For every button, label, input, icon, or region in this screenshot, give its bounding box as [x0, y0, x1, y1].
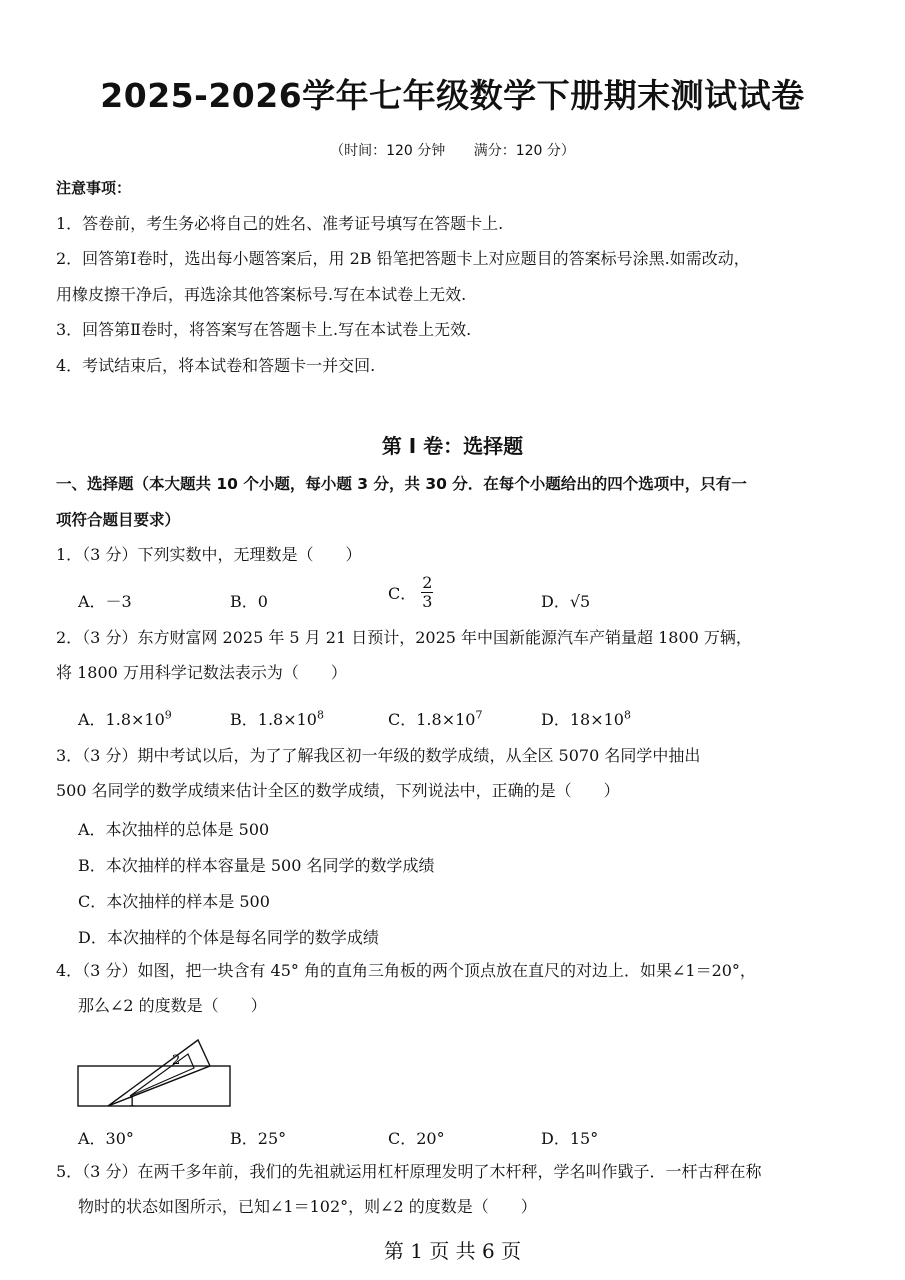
exam-meta — [0, 140, 905, 160]
q1-option-a: A．－3 — [78, 592, 132, 611]
note-item-2-cont: 用橡皮擦干净后，再选涂其他答案标号.写在本试卷上无效. — [56, 285, 467, 304]
part-heading: 一、选择题（本大题共 10 个小题，每小题 3 分，共 30 分．在每个小题给出的四个选项中，只有一 — [56, 475, 747, 493]
question-3-stem-cont: 500 名同学的数学成绩来估计全区的数学成绩，下列说法中，正确的是（ ） — [56, 781, 620, 800]
question-5-stem-cont: 物时的状态如图所示，已知∠1＝102°，则∠2 的度数是（ ） — [78, 1197, 537, 1216]
exponent: 7 — [475, 708, 483, 722]
exam-score: 满分：120 分） — [473, 143, 575, 159]
exam-time: （时间：120 分钟 — [330, 143, 446, 159]
question-3-stem: 3．（3 分）期中考试以后，为了了解我区初一年级的数学成绩，从全区 5070 名同学中抽出 — [56, 746, 701, 765]
q1-option-c-label: C． — [388, 584, 417, 603]
fraction-numerator: 2 — [422, 573, 433, 592]
q3-option-c: C．本次抽样的样本是 500 — [78, 892, 270, 911]
q2-option-c — [388, 707, 482, 730]
q1-option-c — [388, 574, 433, 611]
q2-option-a — [78, 707, 172, 730]
question-2-stem-cont: 将 1800 万用科学记数法表示为（ ） — [56, 663, 347, 682]
part-heading-cont: 项符合题目要求） — [56, 511, 181, 529]
q2-option-c-text: C．1.8×10 — [388, 710, 476, 729]
note-item-2: 2．回答第Ⅰ卷时，选出每小题答案后，用 2B 铅笔把答题卡上对应题目的答案标号涂黑.如需改动， — [56, 249, 750, 268]
question-4-stem: 4．（3 分）如图，把一块含有 45° 角的直角三角板的两个顶点放在直尺的对边上．如果∠1＝20°， — [56, 961, 756, 980]
q1-option-d: D．√5 — [541, 592, 591, 611]
note-item-4: 4．考试结束后，将本试卷和答题卡一并交回. — [56, 356, 376, 375]
angle-label-2: 2 — [172, 1053, 181, 1068]
angle-label-1: 1 — [128, 1095, 137, 1110]
q2-option-b — [230, 707, 324, 730]
triangle-outer — [108, 1040, 210, 1106]
q4-option-b: B．25° — [230, 1129, 287, 1148]
page-title: 2025-2026学年七年级数学下册期末测试试卷 — [100, 76, 805, 115]
question-2-stem: 2．（3 分）东方财富网 2025 年 5 月 21 日预计，2025 年中国新能源汽车产销量超 1800 万辆， — [56, 628, 752, 647]
q4-option-c: C．20° — [388, 1129, 445, 1148]
fraction — [421, 574, 433, 611]
section-title: 第 I 卷：选择题 — [381, 434, 524, 458]
triangle-inner — [130, 1054, 194, 1096]
exponent: 8 — [623, 708, 631, 722]
question-5-stem: 5．（3 分）在两千多年前，我们的先祖就运用杠杆原理发明了木杆秤，学名叫作戥子．一杆古秤在称 — [56, 1162, 762, 1181]
q3-option-a: A．本次抽样的总体是 500 — [78, 820, 270, 839]
exponent: 8 — [316, 708, 324, 722]
fraction-denominator: 3 — [422, 592, 433, 611]
q1-option-b: B．0 — [230, 592, 268, 611]
note-item-3: 3．回答第Ⅱ卷时，将答案写在答题卡上.写在本试卷上无效. — [56, 320, 472, 339]
question-1-stem: 1．（3 分）下列实数中，无理数是（ ） — [56, 545, 362, 564]
q3-option-d: D．本次抽样的个体是每名同学的数学成绩 — [78, 928, 379, 947]
q3-option-b: B．本次抽样的样本容量是 500 名同学的数学成绩 — [78, 856, 435, 875]
question-4-stem-cont: 那么∠2 的度数是（ ） — [78, 996, 267, 1015]
triangle-edge — [108, 1066, 210, 1106]
q2-option-a-text: A．1.8×10 — [78, 710, 165, 729]
page-footer: 第 1 页 共 6 页 — [383, 1239, 522, 1263]
q2-option-d — [541, 707, 631, 730]
q4-option-a: A．30° — [78, 1129, 134, 1148]
ruler-triangle-figure — [70, 1030, 240, 1112]
q4-option-d: D．15° — [541, 1129, 599, 1148]
q2-option-d-text: D．18×10 — [541, 710, 624, 729]
q2-option-b-text: B．1.8×10 — [230, 710, 317, 729]
note-item-1: 1．答卷前，考生务必将自己的姓名、准考证号填写在答题卡上. — [56, 214, 504, 233]
notes-heading: 注意事项： — [56, 179, 132, 197]
exponent: 9 — [164, 708, 172, 722]
